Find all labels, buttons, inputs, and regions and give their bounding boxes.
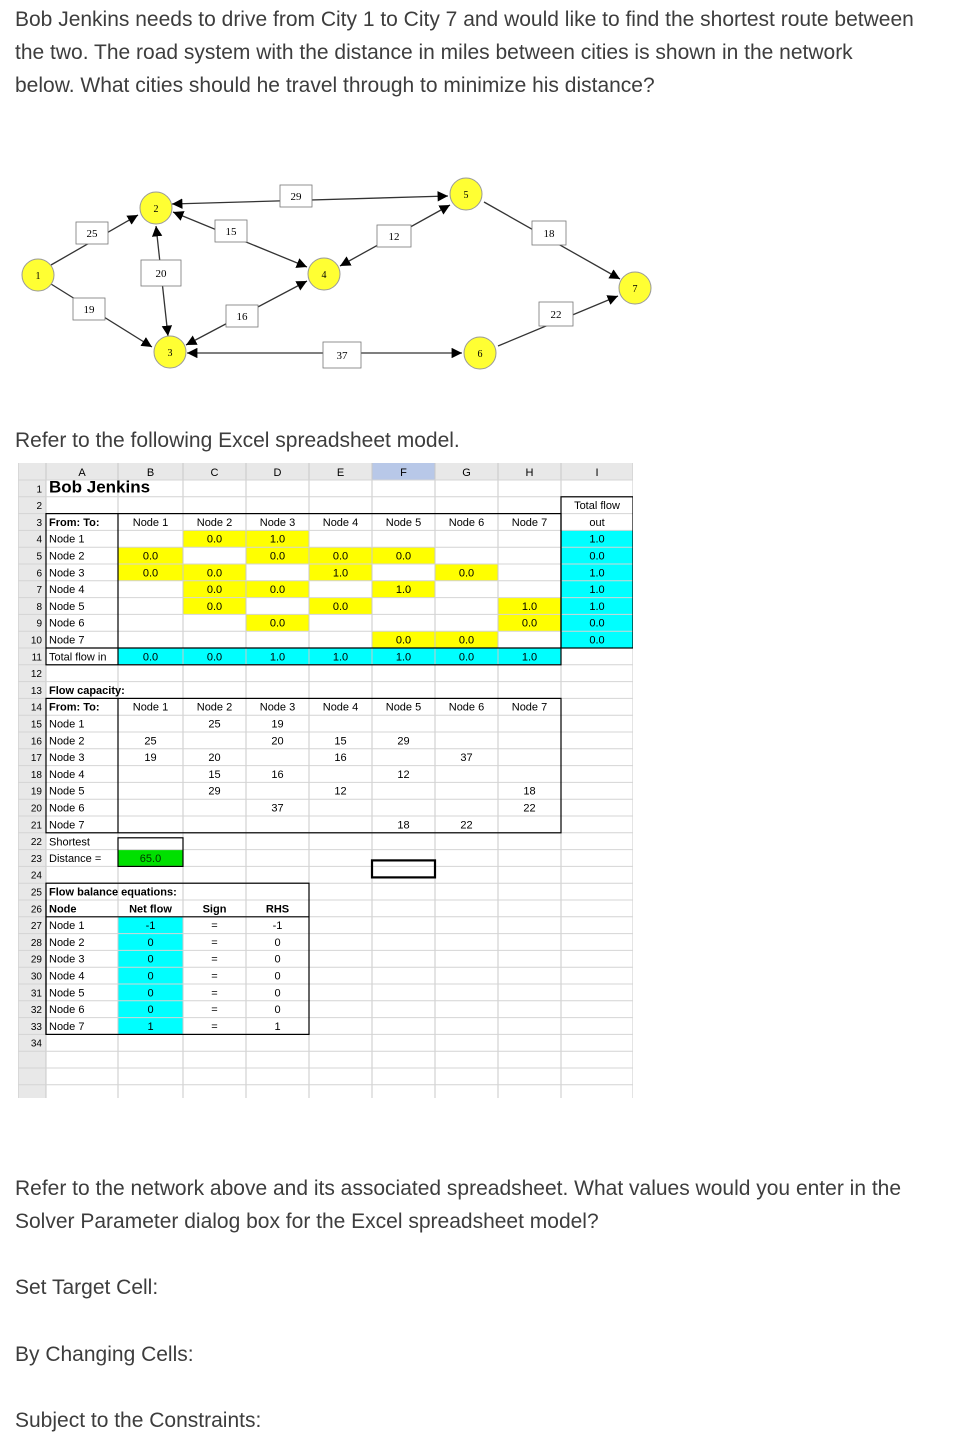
row-number: 25 — [30, 887, 42, 899]
balance-rhs: 0 — [274, 1004, 281, 1017]
flow-value: 1.0 — [269, 533, 286, 546]
edge-label-1-2 — [76, 222, 108, 244]
balance-net-flow: 0 — [147, 987, 154, 1000]
row-node-label: Node 2 — [49, 735, 85, 748]
svg-text:37: 37 — [336, 350, 348, 362]
shortest-distance-value: 65.0 — [139, 852, 162, 865]
svg-text:1: 1 — [35, 271, 41, 282]
flow-value: 1.0 — [395, 584, 412, 597]
column-node-header: Node 4 — [322, 516, 359, 529]
edge-label-6-7 — [539, 302, 573, 326]
edge-label-2-4 — [215, 220, 247, 242]
flow-value: 1.0 — [332, 567, 349, 580]
capacity-value: 15 — [208, 768, 221, 781]
capacity-value: 18 — [523, 785, 536, 798]
flow-value: 0.0 — [269, 617, 286, 630]
flow-value: 0.0 — [206, 533, 223, 546]
balance-node: Node 2 — [49, 936, 85, 949]
spreadsheet-grid — [18, 463, 633, 1098]
row-node-label: Node 4 — [49, 768, 85, 781]
row-number: 1 — [36, 484, 42, 496]
row-number: 28 — [30, 937, 42, 949]
row-node-label: Node 5 — [49, 785, 85, 798]
balance-header: Net flow — [129, 903, 172, 916]
column-letter: H — [525, 467, 534, 479]
balance-rhs: 0 — [274, 936, 281, 949]
flow-value: 0.0 — [458, 567, 475, 580]
capacity-value: 12 — [334, 785, 347, 798]
row-number: 15 — [30, 719, 42, 731]
column-node-header: Node 3 — [259, 516, 296, 529]
capacity-value: 20 — [208, 752, 221, 765]
row-number: 29 — [30, 954, 42, 966]
edge-label-3-6 — [323, 342, 361, 368]
svg-text:6: 6 — [477, 349, 483, 360]
by-changing-label: By Changing Cells: — [15, 1343, 194, 1366]
svg-text:7: 7 — [632, 284, 638, 295]
column-node-header: Node 7 — [511, 701, 548, 714]
column-node-header: Node 6 — [448, 516, 485, 529]
shortest-label: Shortest — [49, 836, 90, 849]
capacity-value: 25 — [144, 735, 157, 748]
edge-label-4-5 — [377, 225, 411, 247]
row-number: 26 — [30, 904, 42, 916]
row-node-label: Node 3 — [49, 567, 85, 580]
svg-text:3: 3 — [167, 348, 173, 359]
constraints-label: Subject to the Constraints: — [15, 1409, 262, 1432]
capacity-value: 37 — [460, 752, 473, 765]
capacity-value: 22 — [523, 802, 536, 815]
column-letter: B — [146, 467, 155, 479]
capacity-value: 20 — [271, 735, 284, 748]
capacity-value: 29 — [397, 735, 410, 748]
city-node-3 — [154, 336, 186, 368]
balance-sign: = — [211, 936, 218, 949]
balance-net-flow: 0 — [147, 970, 154, 983]
set-target-label: Set Target Cell: — [15, 1276, 159, 1299]
row-number: 17 — [30, 753, 42, 765]
refer-solver-text: Refer to the network above and its associated spreadsheet. What values would you enter in the Solver Parameter dialog box for the Excel spreadsheet model? — [15, 1177, 902, 1233]
column-letter: I — [595, 467, 599, 479]
column-letter: D — [273, 467, 282, 479]
total-out-value: 0.0 — [589, 617, 605, 630]
capacity-value: 12 — [397, 768, 410, 781]
column-letter: F — [400, 467, 407, 479]
row-number: 5 — [36, 551, 42, 563]
flow-value: 0.0 — [206, 584, 223, 597]
row-node-label: Node 7 — [49, 634, 85, 647]
row-number: 23 — [30, 853, 42, 865]
column-node-header: Node 1 — [132, 701, 169, 714]
total-out-value: 0.0 — [589, 550, 605, 563]
total-in-value: 0.0 — [142, 651, 159, 664]
capacity-title: Flow capacity: — [49, 684, 125, 697]
balance-rhs: 0 — [274, 953, 281, 966]
balance-sign: = — [211, 970, 218, 983]
balance-rhs: 1 — [274, 1020, 281, 1033]
city-node-4 — [308, 258, 340, 290]
row-number: 4 — [36, 534, 42, 546]
balance-header: Sign — [202, 903, 227, 916]
capacity-value: 29 — [208, 785, 221, 798]
row-number: 2 — [36, 501, 42, 513]
question-intro: Bob Jenkins needs to drive from City 1 to City 7 and would like to find the shortest route between the two. The road system with the distance in miles between cities is shown in the network below. What cities should he travel through to minimize his distance? — [15, 8, 914, 97]
city-node-1 — [22, 259, 54, 291]
from-to-label: From: To: — [49, 516, 100, 529]
edge-label-2-3 — [141, 260, 181, 286]
row-number: 11 — [31, 652, 42, 664]
total-in-value: 1.0 — [269, 651, 286, 664]
flow-value: 0.0 — [395, 634, 412, 647]
row-node-label: Node 2 — [49, 550, 85, 563]
row-number: 19 — [30, 786, 42, 798]
capacity-value: 15 — [334, 735, 347, 748]
svg-text:16: 16 — [236, 311, 248, 323]
balance-node: Node 4 — [49, 970, 85, 983]
balance-sign: = — [211, 987, 218, 1000]
balance-sign: = — [211, 920, 218, 933]
total-out-value: 1.0 — [589, 567, 605, 580]
balance-node: Node 7 — [49, 1020, 85, 1033]
total-in-value: 1.0 — [521, 651, 538, 664]
flow-value: 0.0 — [332, 600, 349, 613]
city-node-2 — [140, 192, 172, 224]
svg-text:22: 22 — [550, 309, 562, 321]
column-node-header: Node 6 — [448, 701, 485, 714]
network-diagram — [0, 170, 700, 385]
capacity-value: 19 — [144, 752, 157, 765]
row-node-label: Node 7 — [49, 819, 85, 832]
balance-net-flow: 0 — [147, 953, 154, 966]
row-node-label: Node 6 — [49, 617, 85, 630]
total-out-value: 0.0 — [589, 634, 605, 647]
capacity-value: 22 — [460, 819, 473, 832]
row-number: 9 — [36, 618, 42, 630]
column-node-header: Node 2 — [196, 701, 233, 714]
flow-value: 0.0 — [332, 550, 349, 563]
flow-value: 0.0 — [142, 567, 159, 580]
row-number: 32 — [30, 1005, 42, 1017]
row-number: 7 — [36, 585, 42, 597]
total-out-value: 1.0 — [589, 533, 605, 546]
row-node-label: Node 3 — [49, 752, 85, 765]
flow-value: 0.0 — [206, 567, 223, 580]
column-node-header: Node 2 — [196, 516, 233, 529]
total-in-value: 1.0 — [332, 651, 349, 664]
row-number: 21 — [30, 820, 42, 832]
total-out-value: 1.0 — [589, 600, 605, 613]
row-node-label: Node 1 — [49, 718, 85, 731]
svg-text:5: 5 — [463, 190, 469, 201]
balance-header: RHS — [265, 903, 290, 916]
svg-text:2: 2 — [153, 204, 159, 215]
row-number: 10 — [30, 635, 42, 647]
row-number: 18 — [30, 769, 42, 781]
balance-net-flow: 1 — [147, 1020, 154, 1033]
row-number: 6 — [36, 568, 42, 580]
column-letter: G — [462, 467, 471, 479]
column-letter: A — [78, 467, 86, 479]
row-number: 14 — [30, 702, 42, 714]
svg-text:29: 29 — [290, 191, 302, 203]
total-in-value: 1.0 — [395, 651, 412, 664]
row-node-label: Node 1 — [49, 533, 85, 546]
balance-sign: = — [211, 953, 218, 966]
flow-value: 0.0 — [521, 617, 538, 630]
flow-value: 0.0 — [395, 550, 412, 563]
column-node-header: Node 5 — [385, 516, 422, 529]
balance-node: Node 6 — [49, 1004, 85, 1017]
total-out-value: 1.0 — [589, 584, 605, 597]
edge-label-1-3 — [73, 298, 105, 320]
svg-text:25: 25 — [86, 228, 98, 240]
edge-label-5-7 — [532, 221, 566, 245]
flow-value: 0.0 — [269, 584, 286, 597]
capacity-value: 25 — [208, 718, 221, 731]
row-number: 24 — [30, 870, 42, 882]
balance-sign: = — [211, 1004, 218, 1017]
capacity-value: 19 — [271, 718, 284, 731]
svg-text:19: 19 — [83, 304, 95, 316]
flow-value: 0.0 — [458, 634, 475, 647]
svg-text:15: 15 — [225, 226, 237, 238]
sheet-title: Bob Jenkins — [49, 477, 151, 497]
capacity-value: 18 — [397, 819, 410, 832]
row-number: 34 — [30, 1038, 42, 1050]
svg-text:20: 20 — [155, 268, 167, 280]
row-number: 8 — [36, 601, 42, 613]
row-node-label: Node 4 — [49, 584, 85, 597]
row-number: 3 — [36, 517, 42, 529]
row-number: 27 — [30, 921, 42, 933]
svg-text:18: 18 — [543, 228, 555, 240]
excel-spreadsheet — [18, 463, 633, 1098]
refer-sheet-text: Refer to the following Excel spreadsheet model. — [15, 429, 460, 452]
row-node-label: Node 6 — [49, 802, 85, 815]
row-number: 20 — [30, 803, 42, 815]
city-node-7 — [619, 272, 651, 304]
capacity-value: 37 — [271, 802, 284, 815]
flow-value: 0.0 — [142, 550, 159, 563]
city-node-5 — [450, 178, 482, 210]
balance-net-flow: -1 — [145, 920, 156, 933]
edge-label-2-5 — [280, 185, 312, 207]
flow-value: 1.0 — [521, 600, 538, 613]
column-node-header: Node 4 — [322, 701, 359, 714]
row-number: 12 — [30, 669, 42, 681]
total-flow-out-label: out — [589, 516, 605, 529]
balance-title: Flow balance equations: — [49, 886, 177, 899]
column-letter: E — [336, 467, 345, 479]
flow-value: 0.0 — [269, 550, 286, 563]
balance-sign: = — [211, 1020, 218, 1033]
balance-rhs: -1 — [272, 920, 283, 933]
row-number: 30 — [30, 971, 42, 983]
balance-rhs: 0 — [274, 970, 281, 983]
row-number: 16 — [30, 736, 42, 748]
total-in-value: 0.0 — [206, 651, 223, 664]
balance-net-flow: 0 — [147, 1004, 154, 1017]
row-number: 22 — [30, 837, 42, 849]
row-number: 33 — [30, 1021, 42, 1033]
balance-node: Node 1 — [49, 920, 85, 933]
edge-label-3-4 — [226, 305, 258, 327]
balance-rhs: 0 — [274, 987, 281, 1000]
row-node-label: Node 5 — [49, 600, 85, 613]
svg-text:4: 4 — [321, 270, 327, 281]
balance-net-flow: 0 — [147, 936, 154, 949]
row-number: 13 — [30, 685, 42, 697]
capacity-value: 16 — [334, 752, 347, 765]
from-to-label: From: To: — [49, 701, 100, 714]
column-letter: C — [210, 467, 219, 479]
row-number: 31 — [30, 988, 42, 1000]
flow-value: 0.0 — [206, 600, 223, 613]
total-flow-out-label: Total flow — [574, 500, 620, 513]
total-in-value: 0.0 — [458, 651, 475, 664]
city-node-6 — [464, 337, 496, 369]
column-node-header: Node 1 — [132, 516, 169, 529]
column-node-header: Node 3 — [259, 701, 296, 714]
column-node-header: Node 7 — [511, 516, 548, 529]
balance-node: Node 3 — [49, 953, 85, 966]
balance-node: Node 5 — [49, 987, 85, 1000]
svg-text:12: 12 — [388, 231, 400, 243]
total-flow-in-label: Total flow in — [49, 651, 107, 664]
capacity-value: 16 — [271, 768, 284, 781]
balance-header: Node — [49, 903, 77, 916]
column-node-header: Node 5 — [385, 701, 422, 714]
shortest-label: Distance = — [49, 852, 102, 865]
